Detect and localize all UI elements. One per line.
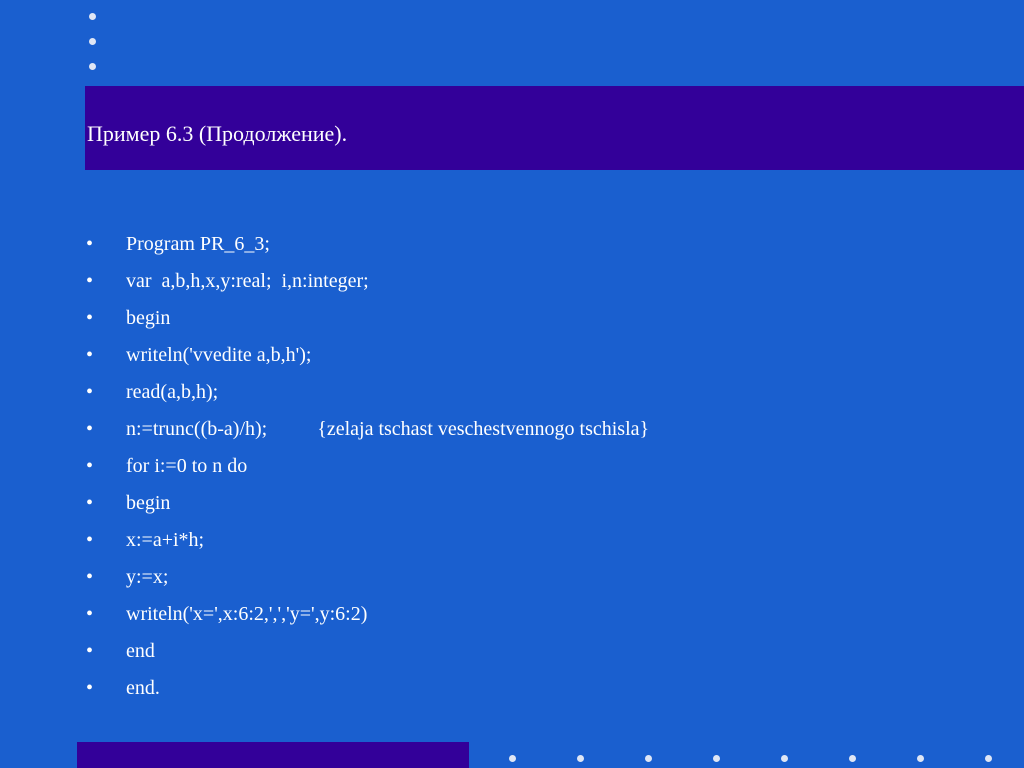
code-line-text: for i:=0 to n do [126,455,248,477]
code-line-text: x:=a+i*h; [126,529,205,551]
decorative-dot-icon [509,755,516,762]
decorative-dot-icon [645,755,652,762]
decorative-dot-icon [917,755,924,762]
decorative-dot-icon [577,755,584,762]
bullet-icon: • [86,640,94,662]
code-line-text: var a,b,h,x,y:real; i,n:integer; [126,270,369,292]
bullet-icon: • [86,455,94,477]
code-line-text: n:=trunc((b-a)/h); {zelaja tschast veschestvennogo tschisla} [126,418,650,440]
decorative-dot-icon [89,13,96,20]
decorative-dot-icon [985,755,992,762]
bullet-icon: • [86,492,94,514]
code-line-text: y:=x; [126,566,169,588]
decorative-dot-icon [849,755,856,762]
code-line-text: writeln('vvedite a,b,h'); [126,344,312,366]
bullet-icon: • [86,529,94,551]
code-line-text: writeln('x=',x:6:2,',','y=',y:6:2) [126,603,368,625]
decorative-dot-icon [89,63,96,70]
bullet-icon: • [86,344,94,366]
bottom-bar [77,742,469,768]
bullet-icon: • [86,566,94,588]
code-line-text: end. [126,677,160,699]
decorative-dot-icon [781,755,788,762]
bullet-icon: • [86,233,94,255]
code-line-text: begin [126,492,171,514]
slide-title: Пример 6.3 (Продолжение). [87,121,348,146]
bullet-icon: • [86,677,94,699]
bullet-icon: • [86,418,94,440]
decorative-dot-icon [89,38,96,45]
code-line-text: read(a,b,h); [126,381,219,403]
bullet-icon: • [86,603,94,625]
title-bar [85,86,1024,170]
code-line-text: end [126,640,155,662]
decorative-dot-icon [713,755,720,762]
top-decorative-dots [89,13,99,88]
bullet-icon: • [86,307,94,329]
bullet-icon: • [86,381,94,403]
code-line-text: Program PR_6_3; [126,233,270,255]
code-line-text: begin [126,307,171,329]
bullet-icon: • [86,270,94,292]
